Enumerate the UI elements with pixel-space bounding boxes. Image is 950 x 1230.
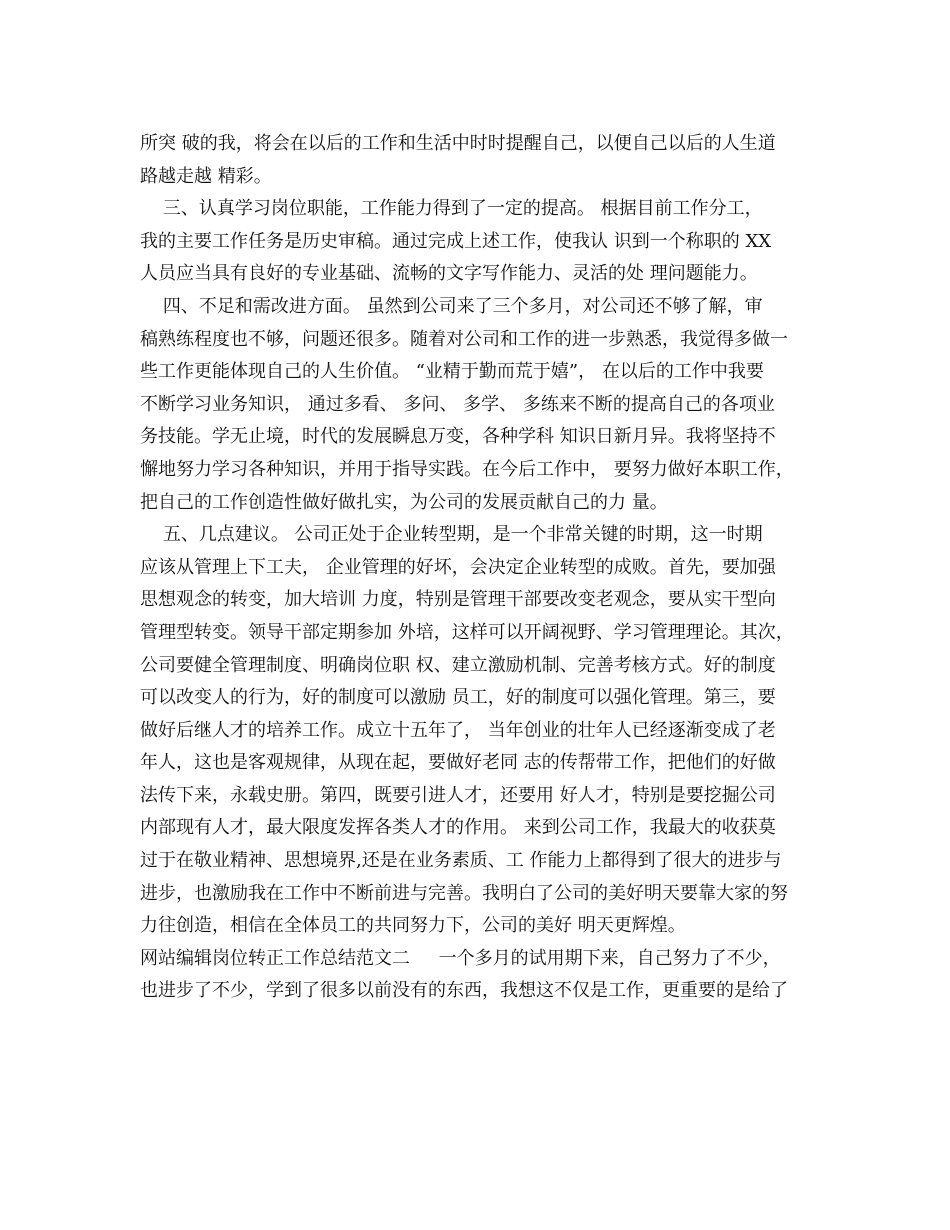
text-line: 公司要健全管理制度、明确岗位职 权、建立激励机制、完善考核方式。好的制度	[140, 654, 776, 676]
text-line: 三、认真学习岗位职能，工作能力得到了一定的提高。 根据目前工作分工，	[140, 198, 763, 220]
text-line: 稿熟练程度也不够，问题还很多。随着对公司和工作的进一步熟悉，我觉得多做一	[140, 328, 788, 350]
text-line: 过于在敬业精神、思想境界,还是在业务素质、工 作能力上都得到了很大的进步与	[140, 850, 782, 872]
text-line: 五、几点建议。 公司正处于企业转型期，是一个非常关键的时期，这一时期	[140, 524, 763, 546]
text-line: 也进步了不少，学到了很多以前没有的东西，我想这不仅是工作，更重要的是给了	[140, 980, 788, 1002]
text-line: 管理型转变。领导干部定期参加 外培，这样可以开阔视野、学习管理理论。其次，	[140, 621, 794, 643]
text-line: 所突 破的我，将会在以后的工作和生活中时时提醒自己，以便自己以后的人生道	[140, 133, 776, 154]
text-line: 思想观念的转变，加大培训 力度，特别是管理干部要改变老观念，要从实干型向	[140, 589, 776, 611]
text-line: 些工作更能体现自己的人生价值。 “业精于勤而荒于嬉”， 在以后的工作中我要	[140, 361, 764, 383]
document-body	[140, 128, 820, 1008]
text-line: 应该从管理上下工夫， 企业管理的好坏，会决定企业转型的成败。首先，要加强	[140, 556, 776, 578]
text-line: 人员应当具有良好的专业基础、流畅的文字写作能力、灵活的处 理问题能力。	[140, 263, 758, 285]
text-line: 年人，这也是客观规律，从现在起，要做好老同 志的传帮带工作，把他们的好做	[140, 752, 776, 774]
text-line: 四、不足和需改进方面。 虽然到公司来了三个多月，对公司还不够了解，审	[140, 295, 763, 317]
text-line: 内部现有人才，最大限度发挥各类人才的作用。 来到公司工作，我最大的收获莫	[140, 817, 776, 839]
text-line: 可以改变人的行为，好的制度可以激励 员工，好的制度可以强化管理。第三，要	[140, 687, 776, 709]
text-line: 进步，也激励我在工作中不断前进与完善。我明白了公司的美好明天要靠大家的努	[140, 882, 788, 904]
text-line: 力往创造，相信在全体员工的共同努力下，公司的美好 明天更辉煌。	[140, 915, 686, 937]
text-line: 路越走越 精彩。	[140, 165, 272, 187]
text-line: 网站编辑岗位转正工作总结范文二 一个多月的试用期下来，自己努力了不少，	[140, 947, 781, 969]
text-line: 法传下来，永载史册。第四，既要引进人才，还要用 好人才，特别是要挖掘公司	[140, 784, 776, 806]
text-line: 不断学习业务知识， 通过多看、 多问、 多学、 多练来不断的提高自己的各项业	[140, 393, 775, 415]
text-line: 我的主要工作任务是历史审稿。通过完成上述工作，使我认 识到一个称职的 XX	[140, 230, 772, 252]
text-line: 把自己的工作创造性做好做扎实，为公司的发展贡献自己的力 量。	[140, 491, 668, 513]
text-line: 务技能。学无止境，时代的发展瞬息万变，各种学科 知识日新月异。我将坚持不	[140, 426, 776, 448]
text-line: 做好后继人才的培养工作。成立十五年了， 当年创业的壮年人已经逐渐变成了老	[140, 719, 776, 741]
text-line: 懈地努力学习各种知识，并用于指导实践。在今后工作中， 要努力做好本职工作，	[140, 458, 794, 480]
